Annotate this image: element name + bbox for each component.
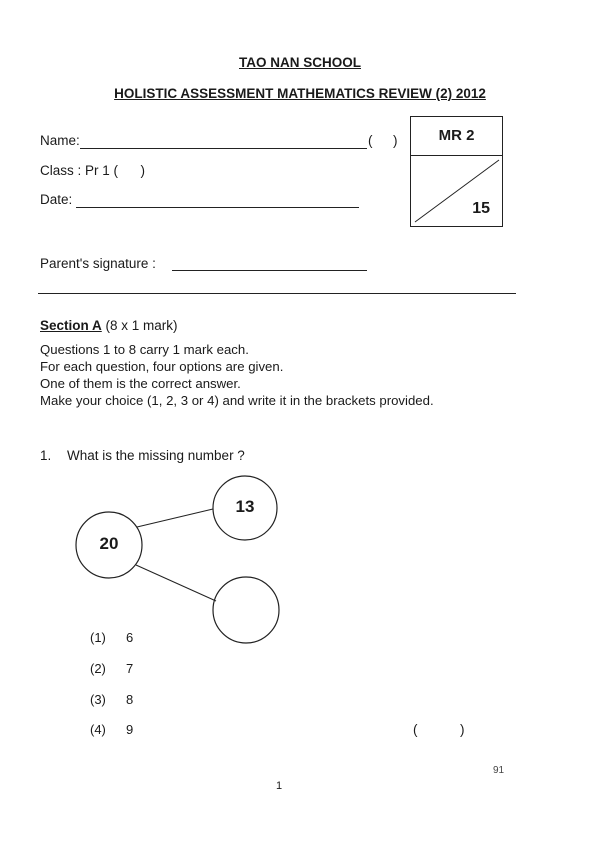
option-value: 7	[126, 661, 134, 676]
parent-signature-label: Parent's signature :	[40, 256, 156, 271]
instruction-line: Make your choice (1, 2, 3 or 4) and write it in the brackets provided.	[40, 393, 434, 408]
whole-value: 20	[99, 534, 119, 553]
option-number: (3)	[90, 692, 106, 707]
page-number: 1	[276, 780, 283, 792]
section-marks: (8 x 1 mark)	[105, 318, 178, 333]
date-label: Date:	[40, 192, 73, 207]
option-number: (1)	[90, 630, 106, 645]
answer-bracket-open: (	[413, 722, 418, 737]
instruction-line: Questions 1 to 8 carry 1 mark each.	[40, 342, 249, 357]
bond-line-bottom	[136, 565, 216, 601]
answer-bracket-close: )	[460, 722, 465, 737]
bond-line-top	[137, 509, 213, 527]
option-value: 6	[126, 630, 134, 645]
score-box-code: MR 2	[411, 117, 502, 156]
option-value: 8	[126, 692, 134, 707]
missing-part-circle	[213, 577, 279, 643]
instruction-line: One of them is the correct answer.	[40, 376, 241, 391]
section-title: Section A	[40, 318, 102, 333]
instruction-line: For each question, four options are given.	[40, 359, 284, 374]
class-label: Class : Pr 1 ( )	[40, 163, 146, 178]
part-value: 13	[235, 497, 255, 516]
option-number: (4)	[90, 722, 106, 737]
score-box-total: 15	[472, 200, 490, 217]
option-1	[90, 630, 133, 645]
name-label: Name:	[40, 133, 80, 148]
question-number: 1.	[40, 448, 52, 463]
corner-mark: 91	[493, 765, 505, 776]
option-value: 9	[126, 722, 134, 737]
option-2	[90, 661, 133, 676]
question-text: What is the missing number ?	[67, 448, 245, 463]
name-bracket-close: )	[393, 133, 398, 148]
option-number: (2)	[90, 661, 106, 676]
option-4	[90, 722, 133, 737]
review-title: HOLISTIC ASSESSMENT MATHEMATICS REVIEW (2) 2012	[114, 86, 486, 101]
school-name: TAO NAN SCHOOL	[239, 55, 361, 70]
name-bracket-open: (	[368, 133, 373, 148]
option-3	[90, 692, 133, 707]
